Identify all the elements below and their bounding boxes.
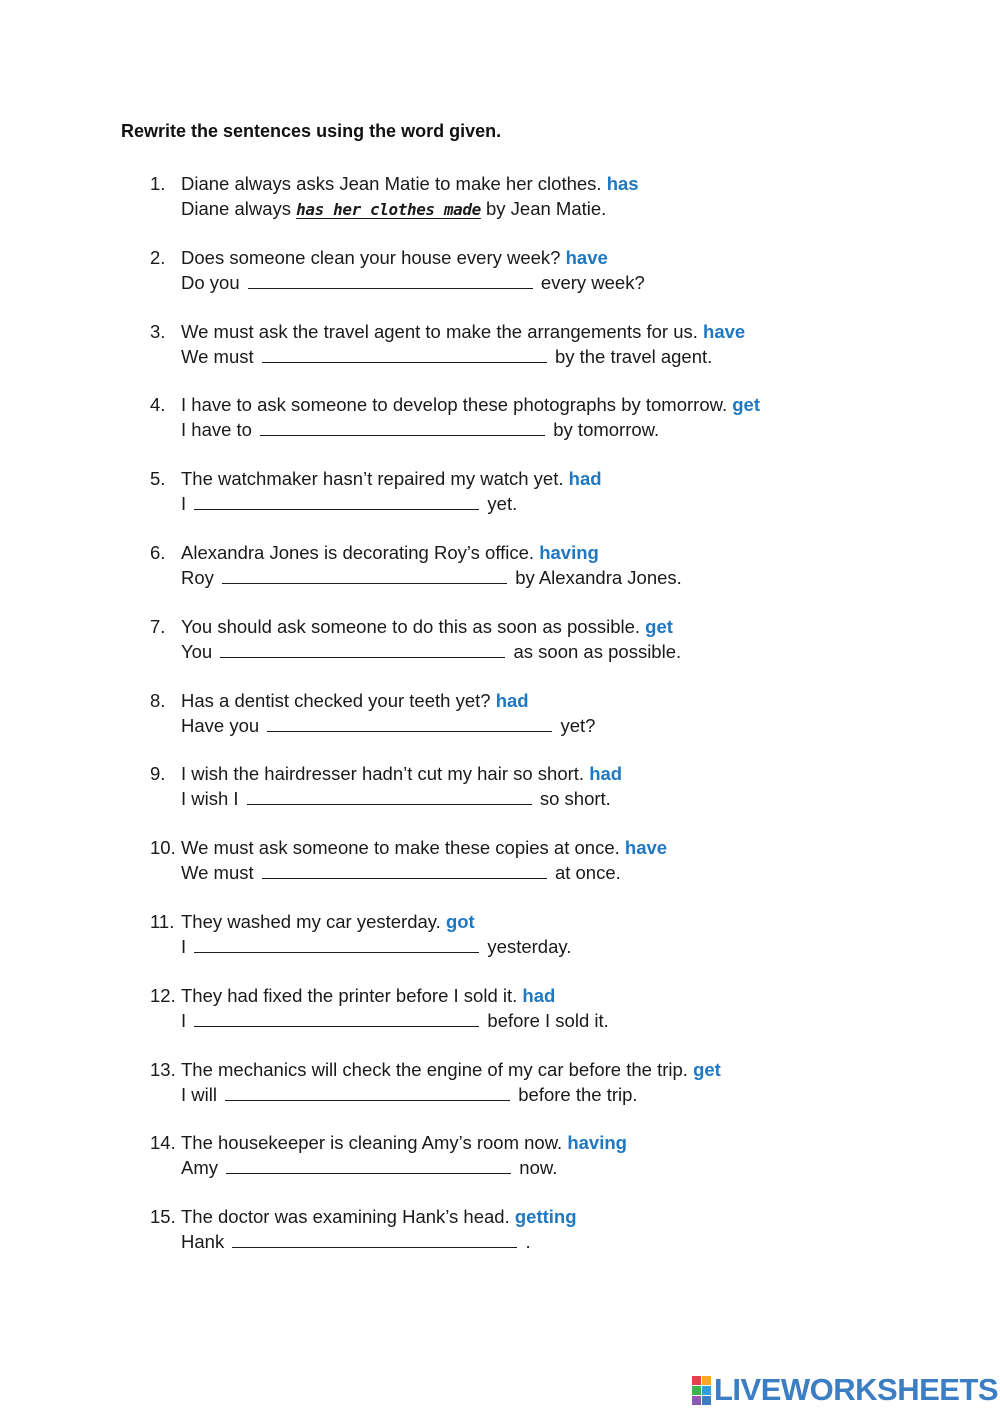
exercise-item: [0, 392, 1000, 448]
answer-blank-input[interactable]: [262, 346, 547, 363]
exercise-keyword: get: [693, 1059, 721, 1080]
exercise-rewrite-line: [181, 344, 712, 369]
exercise-prompt-line: [181, 1130, 627, 1155]
exercise-number: 2.: [150, 247, 166, 268]
exercise-prompt-line: [181, 614, 673, 639]
exercise-item: [0, 835, 1000, 891]
exercise-rewrite-line: [181, 491, 517, 516]
exercise-keyword: have: [565, 247, 608, 268]
answer-blank-input[interactable]: [262, 862, 547, 879]
answer-blank-input[interactable]: [260, 419, 545, 436]
exercise-sentence-start: I: [181, 493, 187, 514]
exercise-rewrite-line: [181, 786, 611, 811]
exercise-keyword: had: [522, 985, 556, 1006]
exercise-sentence-start: Diane always: [181, 198, 292, 219]
exercise-prompt: We must ask someone to make these copies at once.: [181, 837, 620, 858]
exercise-item: [0, 761, 1000, 817]
brand-square: [692, 1396, 701, 1405]
exercise-number: 6.: [150, 542, 166, 563]
exercise-number: 12.: [150, 985, 176, 1006]
exercise-item: [0, 1057, 1000, 1113]
instructions-heading: Rewrite the sentences using the word given.: [121, 121, 502, 141]
exercise-item: [0, 614, 1000, 670]
exercise-number: 15.: [150, 1206, 176, 1227]
exercise-sentence-end: yesterday.: [487, 936, 572, 957]
exercise-prompt: I have to ask someone to develop these photographs by tomorrow.: [181, 394, 728, 415]
exercise-number: 4.: [150, 394, 166, 415]
exercise-prompt-line: [181, 245, 608, 270]
exercise-sentence-end: before the trip.: [518, 1084, 638, 1105]
answer-blank-input[interactable]: [222, 567, 507, 584]
example-answer: has her clothes made: [296, 200, 481, 219]
exercise-sentence-end: before I sold it.: [487, 1010, 609, 1031]
answer-blank-input[interactable]: [220, 641, 505, 658]
exercise-sentence-start: I: [181, 1010, 187, 1031]
brand-square: [702, 1396, 711, 1405]
exercise-rewrite-line: [181, 417, 659, 442]
exercise-sentence-end: by tomorrow.: [553, 419, 660, 440]
exercise-item: [0, 245, 1000, 301]
answer-blank-input[interactable]: [247, 788, 532, 805]
exercise-prompt-line: [181, 688, 529, 713]
exercise-prompt: They had fixed the printer before I sold it.: [181, 985, 518, 1006]
exercise-prompt-line: [181, 319, 745, 344]
exercise-sentence-start: I have to: [181, 419, 252, 440]
exercise-keyword: have: [703, 321, 746, 342]
exercise-sentence-end: by the travel agent.: [554, 346, 713, 367]
exercise-prompt-line: [181, 983, 555, 1008]
exercise-sentence-start: I: [181, 936, 187, 957]
exercise-item: [0, 1204, 1000, 1260]
exercise-prompt: The housekeeper is cleaning Amy’s room now.: [181, 1132, 563, 1153]
exercise-number: 7.: [150, 616, 166, 637]
exercise-sentence-end: as soon as possible.: [513, 641, 682, 662]
exercise-rewrite-line: [181, 1229, 531, 1254]
exercise-prompt: Has a dentist checked your teeth yet?: [181, 690, 491, 711]
exercise-sentence-start: I wish I: [181, 788, 239, 809]
exercise-rewrite-line: [181, 860, 621, 885]
exercise-keyword: get: [732, 394, 760, 415]
exercise-prompt-line: [181, 761, 622, 786]
exercise-rewrite-line: [181, 1008, 609, 1033]
exercise-sentence-end: now.: [519, 1157, 558, 1178]
exercise-prompt: The mechanics will check the engine of my car before the trip.: [181, 1059, 688, 1080]
brand-mark-icon: [692, 1376, 711, 1405]
exercise-prompt: I wish the hairdresser hadn’t cut my hair so short.: [181, 763, 585, 784]
exercise-prompt-line: [181, 392, 760, 417]
exercise-rewrite-line: [181, 565, 682, 590]
exercise-prompt-line: [181, 466, 602, 491]
exercise-number: 3.: [150, 321, 166, 342]
exercise-prompt: Does someone clean your house every week?: [181, 247, 561, 268]
answer-blank-input[interactable]: [225, 1084, 510, 1101]
exercise-number: 14.: [150, 1132, 176, 1153]
exercise-sentence-end: yet?: [560, 715, 596, 736]
exercise-sentence-start: I will: [181, 1084, 217, 1105]
exercise-item: [0, 540, 1000, 596]
exercise-sentence-end: .: [525, 1231, 531, 1252]
exercise-prompt: They washed my car yesterday.: [181, 911, 441, 932]
exercise-prompt: Alexandra Jones is decorating Roy’s office.: [181, 542, 535, 563]
exercise-number: 13.: [150, 1059, 176, 1080]
brand-square: [692, 1386, 701, 1395]
brand-square: [702, 1376, 711, 1385]
exercise-rewrite-line: [181, 639, 681, 664]
exercise-item: [0, 1130, 1000, 1186]
exercise-sentence-end: every week?: [540, 272, 645, 293]
exercise-rewrite-line: [181, 1082, 638, 1107]
exercise-keyword: getting: [514, 1206, 577, 1227]
exercise-prompt: Diane always asks Jean Matie to make her clothes.: [181, 173, 602, 194]
exercise-prompt-line: [181, 1204, 577, 1229]
exercise-item: [0, 909, 1000, 965]
exercise-number: 10.: [150, 837, 176, 858]
exercise-sentence-start: Have you: [181, 715, 260, 736]
answer-blank-input[interactable]: [232, 1231, 517, 1248]
exercise-sentence-start: We must: [181, 346, 254, 367]
exercise-number: 1.: [150, 173, 166, 194]
brand-name: LIVEWORKSHEETS: [714, 1372, 999, 1407]
answer-blank-input[interactable]: [226, 1157, 511, 1174]
exercise-keyword: having: [539, 542, 599, 563]
exercise-item: [0, 983, 1000, 1039]
exercise-prompt-line: [181, 1057, 721, 1082]
exercise-rewrite-line: [181, 270, 645, 295]
brand-logo: [692, 1372, 998, 1408]
exercise-rewrite-line: [181, 713, 595, 738]
exercise-sentence-end: by Alexandra Jones.: [515, 567, 682, 588]
exercise-number: 11.: [150, 911, 175, 932]
exercise-prompt: We must ask the travel agent to make the arrangements for us.: [181, 321, 698, 342]
exercise-prompt-line: [181, 909, 475, 934]
answer-blank-input[interactable]: [194, 936, 479, 953]
exercise-number: 9.: [150, 763, 166, 784]
brand-square: [702, 1386, 711, 1395]
exercise-sentence-end: so short.: [539, 788, 611, 809]
exercise-keyword: had: [495, 690, 529, 711]
exercise-sentence-start: Do you: [181, 272, 240, 293]
answer-blank-input[interactable]: [194, 1010, 479, 1027]
answer-blank-input[interactable]: [248, 272, 533, 289]
exercise-sentence-end: at once.: [554, 862, 621, 883]
exercise-keyword: having: [567, 1132, 627, 1153]
exercise-prompt-line: [181, 835, 667, 860]
exercise-prompt: The watchmaker hasn’t repaired my watch yet.: [181, 468, 564, 489]
exercise-item: [0, 171, 1000, 227]
exercise-sentence-start: We must: [181, 862, 254, 883]
brand-square: [692, 1376, 701, 1385]
exercise-prompt: You should ask someone to do this as soon as possible.: [181, 616, 641, 637]
exercise-prompt-line: [181, 540, 599, 565]
answer-blank-input[interactable]: [267, 715, 552, 732]
exercise-prompt: The doctor was examining Hank’s head.: [181, 1206, 510, 1227]
exercise-sentence-end: yet.: [487, 493, 518, 514]
exercise-rewrite-line: [181, 934, 571, 959]
exercise-rewrite-line: [181, 196, 606, 222]
exercise-keyword: have: [624, 837, 668, 858]
exercise-keyword: has: [606, 173, 639, 194]
exercise-keyword: got: [445, 911, 475, 932]
exercise-rewrite-line: [181, 1155, 557, 1180]
exercise-item: [0, 466, 1000, 522]
exercise-number: 8.: [150, 690, 166, 711]
exercise-keyword: had: [589, 763, 623, 784]
exercise-sentence-start: Roy: [181, 567, 214, 588]
exercise-sentence-start: You: [181, 641, 213, 662]
exercise-item: [0, 319, 1000, 375]
exercise-number: 5.: [150, 468, 166, 489]
exercise-prompt-line: [181, 171, 639, 196]
exercise-item: [0, 688, 1000, 744]
exercise-sentence-end: by Jean Matie.: [485, 198, 607, 219]
answer-blank-input[interactable]: [194, 493, 479, 510]
exercise-keyword: had: [568, 468, 602, 489]
exercise-sentence-start: Hank: [181, 1231, 225, 1252]
exercise-sentence-start: Amy: [181, 1157, 218, 1178]
exercise-keyword: get: [645, 616, 673, 637]
